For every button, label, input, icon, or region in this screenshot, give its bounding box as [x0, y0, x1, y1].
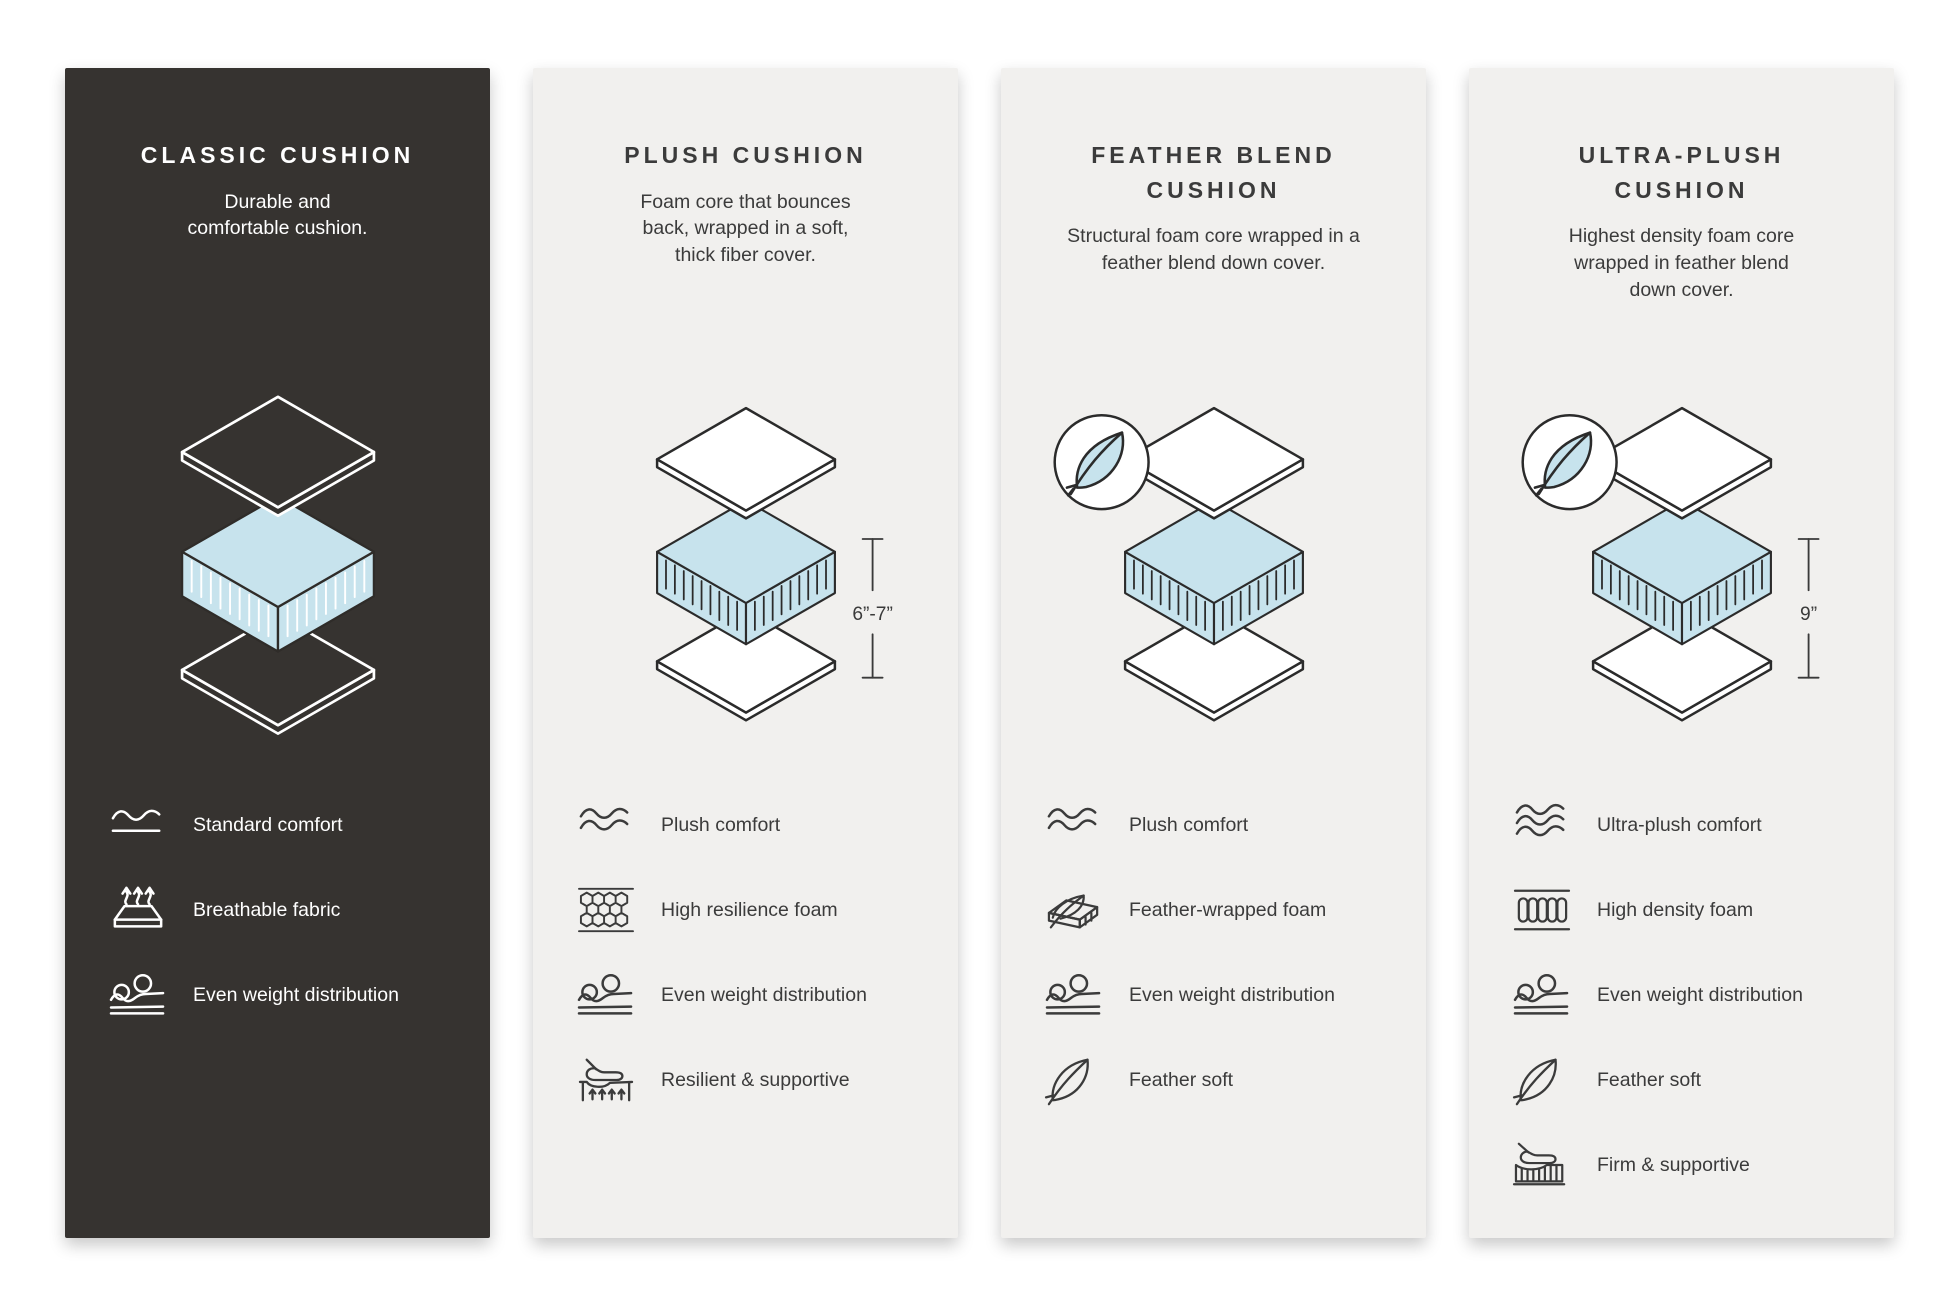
feature-label: High resilience foam — [661, 898, 838, 921]
feature-row — [1043, 967, 1384, 1023]
feature-label: Feather soft — [1129, 1068, 1234, 1091]
feather-icon — [1511, 1053, 1573, 1107]
feather-icon — [1043, 1053, 1105, 1107]
exploded-cushion-diagram — [581, 374, 911, 731]
feature-row — [1511, 1137, 1852, 1193]
feature-row — [575, 1052, 916, 1108]
feature-row — [1043, 797, 1384, 853]
feather-wrapped-foam-icon — [1043, 883, 1105, 937]
card-title: ULTRA-PLUSH CUSHION — [1578, 142, 1785, 203]
feature-label: High density foam — [1597, 898, 1754, 921]
feature-row — [1511, 882, 1852, 938]
feature-label: Even weight distribution — [661, 983, 867, 1006]
even-weight-icon — [107, 968, 169, 1022]
triple-wave-icon — [1511, 798, 1573, 852]
feature-row — [107, 797, 448, 853]
feature-row — [107, 882, 448, 938]
feature-label: Firm & supportive — [1597, 1153, 1750, 1176]
feature-label: Feather soft — [1597, 1068, 1702, 1091]
feature-row — [1511, 1052, 1852, 1108]
card-description: Durable and comfortable cushion. — [187, 190, 368, 240]
feature-label: Standard comfort — [193, 813, 343, 836]
card-title: FEATHER BLEND CUSHION — [1091, 142, 1336, 203]
even-weight-icon — [1511, 968, 1573, 1022]
firm-supportive-icon — [1511, 1138, 1573, 1192]
feature-label: Even weight distribution — [1597, 983, 1803, 1006]
card-header — [1469, 68, 1894, 343]
diagram-area — [1469, 343, 1894, 763]
feature-list — [1469, 797, 1894, 1193]
feature-row — [1043, 1052, 1384, 1108]
card-header — [65, 68, 490, 343]
feature-row — [107, 967, 448, 1023]
card-description: Structural foam core wrapped in a feather blend down cover. — [1067, 225, 1360, 274]
feature-row — [575, 882, 916, 938]
card-header — [533, 68, 958, 343]
high-density-foam-icon — [1511, 883, 1573, 937]
card-classic-cushion — [65, 68, 490, 1238]
feature-label: Breathable fabric — [193, 898, 341, 921]
height-dimension — [1798, 539, 1818, 678]
feature-row — [575, 797, 916, 853]
diagram-area — [1001, 343, 1426, 763]
breathable-fabric-icon — [107, 883, 169, 937]
height-dimension — [852, 539, 893, 678]
feature-label: Feather-wrapped foam — [1129, 898, 1327, 921]
even-weight-icon — [1043, 968, 1105, 1022]
feature-list — [65, 797, 490, 1023]
height-measurement-label: 6”-7” — [851, 604, 893, 626]
card-ultra-plush-cushion — [1469, 68, 1894, 1238]
feature-row — [1511, 797, 1852, 853]
even-weight-icon — [575, 968, 637, 1022]
high-resilience-foam-icon — [575, 883, 637, 937]
feature-label: Plush comfort — [1129, 813, 1249, 836]
card-title: CLASSIC CUSHION — [140, 142, 415, 168]
feature-label: Even weight distribution — [1129, 983, 1335, 1006]
double-wave-icon — [1043, 798, 1105, 852]
card-feather-blend-cushion — [1001, 68, 1426, 1238]
resilient-supportive-icon — [575, 1053, 637, 1107]
feature-list — [1001, 797, 1426, 1108]
card-description: Highest density foam core wrapped in feather blend down cover. — [1568, 225, 1795, 301]
card-header — [1001, 68, 1426, 343]
feature-label: Resilient & supportive — [661, 1068, 850, 1091]
feature-row — [575, 967, 916, 1023]
wave-icon — [107, 798, 169, 852]
diagram-area — [65, 343, 490, 763]
card-description: Foam core that bounces back, wrapped in a soft, thick fiber cover. — [640, 190, 851, 267]
diagram-area — [533, 343, 958, 763]
feature-list — [533, 797, 958, 1108]
exploded-cushion-diagram — [100, 360, 456, 745]
exploded-cushion-diagram — [1049, 374, 1379, 731]
feature-row — [1043, 882, 1384, 938]
feature-label: Even weight distribution — [193, 983, 399, 1006]
feature-label: Ultra-plush comfort — [1597, 813, 1762, 836]
feather-badge — [1522, 416, 1616, 510]
card-title: PLUSH CUSHION — [624, 142, 867, 168]
feather-badge — [1054, 416, 1148, 510]
height-measurement-label: 9” — [1799, 604, 1817, 626]
double-wave-icon — [575, 798, 637, 852]
feature-row — [1511, 967, 1852, 1023]
exploded-cushion-diagram — [1517, 374, 1847, 731]
feature-label: Plush comfort — [661, 813, 781, 836]
card-plush-cushion — [533, 68, 958, 1238]
